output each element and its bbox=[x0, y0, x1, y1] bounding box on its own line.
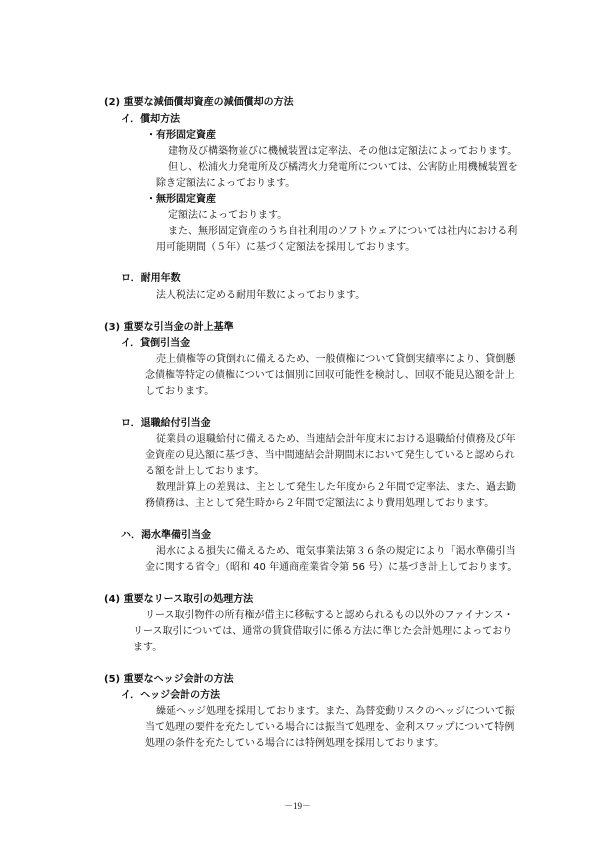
item-title: ハ．渇水準備引当金 bbox=[121, 530, 211, 541]
body-line: しております。 bbox=[145, 386, 215, 397]
body-line: る額を計上しております。 bbox=[145, 466, 265, 477]
item-title: ロ．退職給付引当金 bbox=[121, 418, 211, 429]
body-line: リース取引物件の所有権が借主に移転すると認められるもの以外のファイナンス・ bbox=[145, 610, 514, 621]
body-line: 処理の条件を充たしている場合には特例処理を採用しております。 bbox=[145, 738, 445, 749]
body-line: 繰延ヘッジ処理を採用しております。また、為替変動リスクのヘッジについて振 bbox=[156, 706, 515, 717]
body-line: 用可能期間（５年）に基づく定額法を採用しております。 bbox=[156, 242, 416, 253]
item-title: ロ．耐用年数 bbox=[121, 273, 181, 284]
item-title: イ．償却方法 bbox=[121, 114, 181, 125]
body-line: 売上債権等の貸倒れに備えるため、一般債権について貸倒実績率により、貸倒懸 bbox=[156, 354, 516, 365]
page-number: －19－ bbox=[283, 801, 311, 811]
section-heading: (4) 重要なリース取引の処理方法 bbox=[104, 594, 254, 605]
body-line: 当て処理の要件を充たしている場合には振当て処理を、金利スワップについて特例 bbox=[145, 722, 515, 733]
body-line: 金に関する省令」（昭和 40 年通商産業省令第 56 号）に基づき計上しております。 bbox=[145, 562, 518, 573]
body-line: また、無形固定資産のうち自社利用のソフトウェアについては社内における利 bbox=[168, 226, 518, 237]
subitem-title: ・有形固定資産 bbox=[146, 130, 216, 141]
body-line: 務債務は、主として発生時から２年間で定額法により費用処理しております。 bbox=[145, 498, 495, 509]
body-line: 数理計算上の差異は、主として発生した年度から２年間で定率法、また、過去勤 bbox=[156, 482, 516, 493]
body-line: リース取引については、通常の賃貸借取引に係る方法に準じた会計処理によっており bbox=[133, 626, 513, 637]
item-title: イ．ヘッジ会計の方法 bbox=[121, 690, 221, 701]
body-line: 法人税法に定める耐用年数によっております。 bbox=[156, 290, 366, 301]
subitem-title: ・無形固定資産 bbox=[146, 194, 216, 205]
body-line: 定額法によっております。 bbox=[168, 210, 288, 221]
body-line: 金資産の見込額に基づき、当中間連結会計期間末において発生していると認められ bbox=[145, 450, 515, 461]
section-heading: (3) 重要な引当金の計上基準 bbox=[104, 322, 234, 333]
body-line: 但し、松浦火力発電所及び橘湾火力発電所については、公害防止用機械装置を bbox=[168, 162, 518, 173]
body-line: 建物及び構築物並びに機械装置は定率法、その他は定額法によっております。 bbox=[168, 146, 518, 157]
body-line: 除き定額法によっております。 bbox=[156, 178, 296, 189]
section-heading: (5) 重要なヘッジ会計の方法 bbox=[104, 674, 234, 685]
body-line: 念債権等特定の債権については個別に回収可能性を検討し、回収不能見込額を計上 bbox=[145, 370, 515, 381]
body-line: 従業員の退職給付に備えるため、当連結会計年度末における退職給付債務及び年 bbox=[156, 434, 516, 445]
body-line: ます。 bbox=[133, 642, 163, 653]
section-heading: (2) 重要な減価償却資産の減価償却の方法 bbox=[104, 97, 294, 108]
body-line: 渇水による損失に備えるため、電気事業法第３６条の規定により「渇水準備引当 bbox=[156, 546, 516, 557]
item-title: イ．貸倒引当金 bbox=[121, 338, 191, 349]
